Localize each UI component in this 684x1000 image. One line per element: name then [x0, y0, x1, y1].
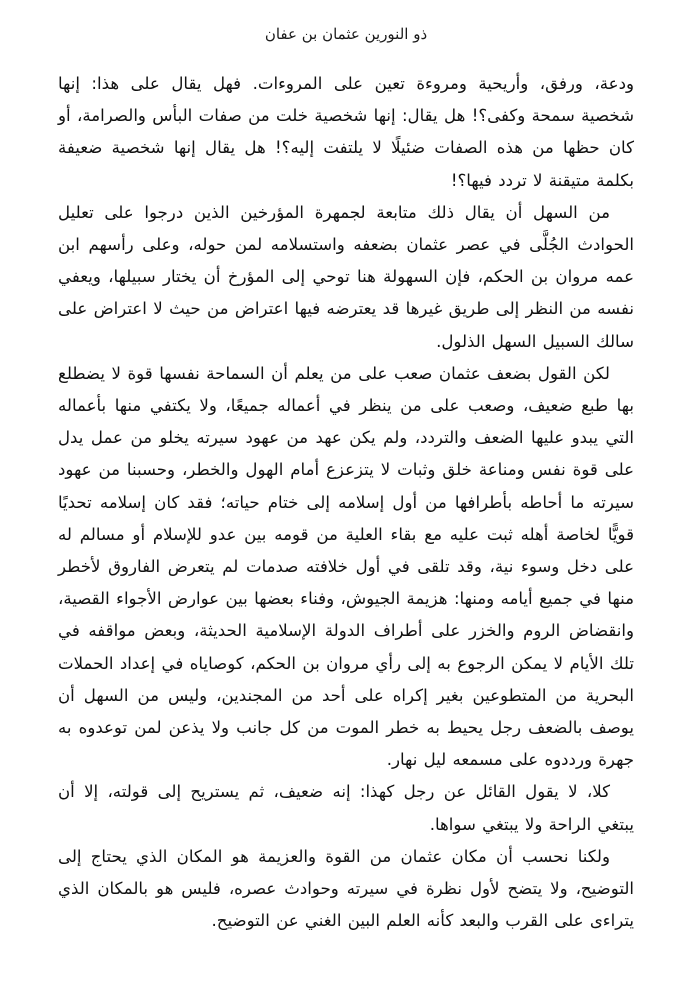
paragraph-4: كلا، لا يقول القائل عن رجل كهذا: إنه ضعيف، ثم يستريح إلى قولته، إلا أن يبتغي الراحة ولا يبتغي سواها.: [58, 782, 634, 834]
paragraph-5: ولكنا نحسب أن مكان عثمان من القوة والعزيمة هو المكان الذي يحتاج إلى التوضيح، ولا يتضح لأول نظرة في سيرته وحوادث عصره، فليس هو بالمكان الذي يتراءى على القرب والبعد كأنه العلم البين الغني عن التوضيح.: [58, 846, 634, 931]
body-text: [58, 68, 634, 937]
paragraph-3: لكن القول بضعف عثمان صعب على من يعلم أن السماحة نفسها قوة لا يضطلع بها طبع ضعيف، وصعب على من ينظر في أعماله جميعًا، ولا يكتفي منها بأعماله التي يبدو عليها الضعف والتردد، ولم يكن عهد من عهود سيرته يخلو من عمل يدل على قوة نفس ومناعة خلق وثبات لا يتزعزع أمام الهول والخطر، وحسبنا من عهود سيرته ما أحاطه بأطرافها من أول إسلامه إلى ختام حياته؛ فقد كان إسلامه تحديًا قويًّا لخاصة أهله ثبت عليه مع بقاء العلية من قومه بين عدو للإسلام أو مسالم له على دخل وسوء نية، وقد تلقى في أول خلافته صدمات لم يتعرض الفاروق لأخطر منها في جميع أيامه ومنها: هزيمة الجيوش، وفناء بعضها بين عوارض الأجواء القصية، وانقضاض الروم والخزر على أطراف الدولة الإسلامية الحديثة، وبعض مواقفه في تلك الأيام لا يمكن الرجوع به إلى رأي مروان بن الحكم، كوصاياه في إعداد الحملات البحرية من المتطوعين بغير إكراه على أحد من المجندين، وليس من السهل أن يوصف بالضعف رجل يحيط به خطر الموت من كل جانب ولا يذعن لمن توعدوه به جهرة ورددوه على مسمعه ليل نهار.: [58, 363, 634, 770]
paragraph-2: من السهل أن يقال ذلك متابعة لجمهرة المؤرخين الذين درجوا على تعليل الحوادث الجُلَّى في عصر عثمان بضعفه واستسلامه لمن حوله، وعلى رأسهم ابن عمه مروان بن الحكم، فإن السهولة هنا توحي إلى المؤرخ أن يختار سبيلها، ويعفي نفسه من النظر إلى طريق غيرها قد يعترضه فيها اعتراض من حيث لا اعتراض على سالك السبيل السهل الذلول.: [58, 202, 634, 351]
paragraph-1: ودعة، ورفق، وأريحية ومروءة تعين على المروءات. فهل يقال على هذا: إنها شخصية سمحة وكفى؟! هل يقال: إنها شخصية خلت من صفات البأس والصرامة، أو كان حظها من هذه الصفات ضئيلًا لا يلتفت إليه؟! هل يقال إنها شخصية ضعيفة بكلمة متيقنة لا تردد فيها؟!: [58, 74, 634, 190]
page-header-title: ذو النورين عثمان بن عفان: [264, 25, 428, 43]
